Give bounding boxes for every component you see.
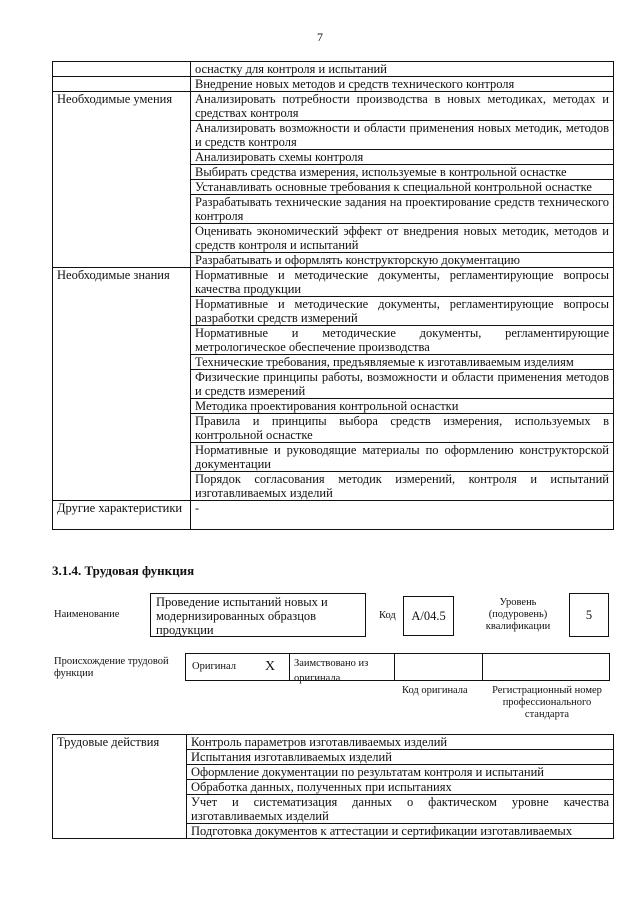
borrowed-cell xyxy=(289,653,395,684)
table-row xyxy=(53,501,614,530)
origin-label: Происхождение трудовой функции xyxy=(54,656,169,679)
original-code-caption: Код оригинала xyxy=(402,685,468,696)
function-name-field xyxy=(150,593,366,637)
list-item: Нормативные и руководящие материалы по оформлению конструкторской документации xyxy=(191,443,614,472)
list-item: Оформление документации по результатам контроля и испытаний xyxy=(187,765,614,780)
qualification-level-field xyxy=(569,593,609,637)
borrowed-label: Заимствовано из оригинала xyxy=(294,658,369,684)
list-item: Внедрение новых методов и средств технического контроля xyxy=(191,77,614,92)
table-row xyxy=(53,77,614,92)
qualification-level-label: Уровень (подуровень) квалификации xyxy=(485,597,551,632)
list-item: Оценивать экономический эффект от внедрения новых методик, методов и средств контроля и испытаний xyxy=(191,224,614,253)
list-item: Устанавливать основные требования к специальной контрольной оснастке xyxy=(191,180,614,195)
list-item: Подготовка документов к аттестации и сертификации изготавливаемых xyxy=(187,824,614,839)
registration-number-caption: Регистрационный номер профессионального стандарта xyxy=(492,685,602,720)
other-characteristics-value: - xyxy=(191,501,614,530)
list-item: Анализировать возможности и области применения новых методик, методов и средств контроля xyxy=(191,121,614,150)
list-item: Методика проектирования контрольной оснастки xyxy=(191,399,614,414)
list-item: Анализировать схемы контроля xyxy=(191,150,614,165)
list-item: Порядок согласования методик измерений, контроля и испытаний изготавливаемых изделий xyxy=(191,472,614,501)
table-row xyxy=(53,92,614,121)
page-number: 7 xyxy=(317,30,323,44)
list-item: Учет и систематизация данных о фактическом уровне качества изготавливаемых изделий xyxy=(187,795,614,824)
table-row xyxy=(53,735,614,750)
list-item: Разрабатывать технические задания на проектирование средств технического контроля xyxy=(191,195,614,224)
list-item: оснастку для контроля и испытаний xyxy=(191,62,614,77)
original-label: Оригинал xyxy=(192,661,236,672)
original-cell xyxy=(185,653,290,681)
list-item: Разрабатывать и оформлять конструкторскую документацию xyxy=(191,253,614,268)
list-item: Обработка данных, полученных при испытаниях xyxy=(187,780,614,795)
skills-table xyxy=(52,61,614,530)
list-item: Испытания изготавливаемых изделий xyxy=(187,750,614,765)
list-item: Нормативные и методические документы, регламентирующие вопросы разработки средств измерений xyxy=(191,297,614,326)
other-characteristics-label: Другие характеристики xyxy=(53,501,191,530)
code-label: Код xyxy=(379,610,396,621)
code-field xyxy=(403,596,454,636)
qualification-level-value: 5 xyxy=(585,608,593,622)
list-item: Физические принципы работы, возможности и области применения методов и средств измерений xyxy=(191,370,614,399)
original-code-cell xyxy=(394,653,483,681)
table-row xyxy=(53,268,614,297)
knowledge-group-label: Необходимые знания xyxy=(53,268,191,501)
list-item: Нормативные и методические документы, регламентирующие вопросы качества продукции xyxy=(191,268,614,297)
name-label: Наименование xyxy=(54,609,120,620)
list-item: Нормативные и методические документы, регламентирующие метрологическое обеспечение производства xyxy=(191,326,614,355)
list-item: Выбирать средства измерения, используемые в контрольной оснастке xyxy=(191,165,614,180)
registration-number-cell xyxy=(482,653,610,681)
row-label-empty xyxy=(53,77,191,92)
table-row xyxy=(53,62,614,77)
row-label-empty xyxy=(53,62,191,77)
actions-label: Трудовые действия xyxy=(53,735,187,839)
list-item: Контроль параметров изготавливаемых изделий xyxy=(187,735,614,750)
section-heading: 3.1.4. Трудовая функция xyxy=(52,563,195,578)
function-name-value: Проведение испытаний новых и модернизированных образцов продукции xyxy=(156,595,328,637)
skills-group-label: Необходимые умения xyxy=(53,92,191,268)
list-item: Правила и принципы выбора средств измерения, используемых в контрольной оснастке xyxy=(191,414,614,443)
original-mark: X xyxy=(265,659,276,674)
list-item: Технические требования, предъявляемые к изготавливаемым изделиям xyxy=(191,355,614,370)
actions-table xyxy=(52,734,614,839)
code-value: А/04.5 xyxy=(411,609,446,623)
list-item: Анализировать потребности производства в новых методиках, методах и средствах контроля xyxy=(191,92,614,121)
